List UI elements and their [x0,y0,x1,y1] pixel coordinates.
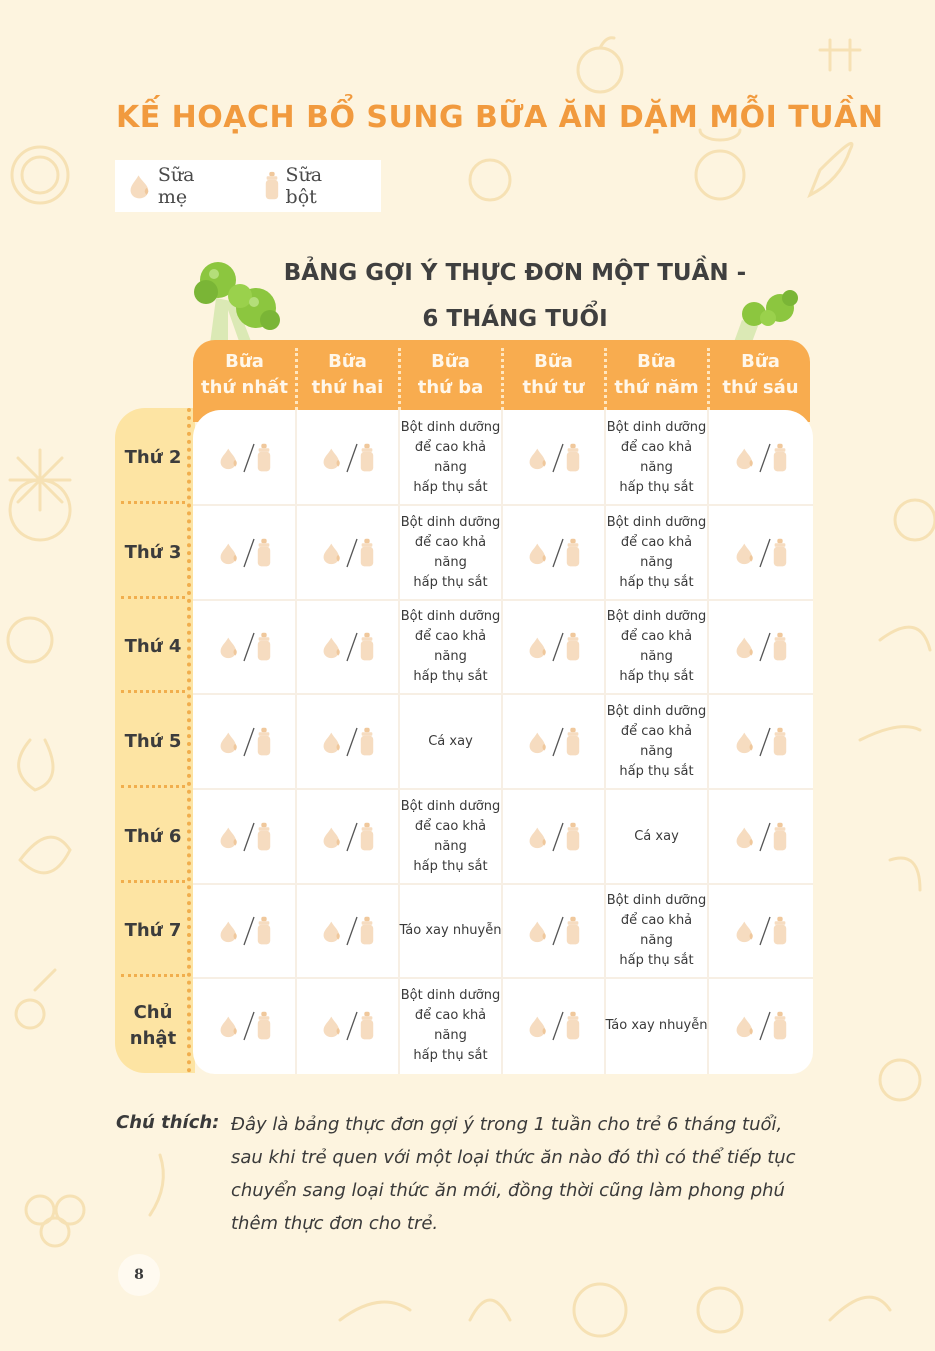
meal-cell-milk [193,884,296,978]
milk-bottle-icon [359,631,375,663]
milk-drop-icon [734,446,758,470]
day-label [115,789,191,884]
milk-choice [321,915,375,947]
meal-text: Bột dinh dưỡng để cao khả năng hấp thụ sắt [400,419,501,495]
column-header-divider [604,348,607,410]
meal-cell-milk [502,505,605,600]
milk-drop-icon [321,825,345,849]
milk-drop-icon [321,730,345,754]
milk-choice [734,631,788,663]
milk-choice [321,442,375,474]
day-label-text: Thứ 7 [124,920,182,941]
meal-text: Táo xay nhuyễn [399,923,502,938]
meal-text: Bột dinh dưỡng để cao khả năng hấp thụ sắt [606,703,707,779]
meal-text: Bột dinh dưỡng để cao khả năng hấp thụ sắt [400,609,501,684]
slash-separator [345,726,359,758]
column-header-divider [707,348,710,410]
column-header-line2: thứ hai [311,377,384,398]
day-label [115,694,191,789]
column-header [193,340,296,410]
broccoli-icon-small [728,290,803,345]
milk-bottle-icon [359,442,375,474]
meal-cell-food [399,410,502,505]
milk-bottle-icon [256,537,272,569]
milk-bottle-icon [359,726,375,758]
meal-cell-milk [296,978,399,1073]
milk-bottle-icon [565,442,581,474]
meal-cell-food [399,600,502,694]
meal-text: Bột dinh dưỡng để cao khả năng hấp thụ sắt [606,609,707,684]
column-header [605,340,708,410]
slash-separator [242,726,256,758]
meal-text: Bột dinh dưỡng để cao khả năng hấp thụ sắt [606,419,707,495]
meal-cell-food [605,410,708,505]
meal-cell-milk [708,600,813,694]
milk-bottle-icon [772,631,788,663]
milk-drop-icon [218,541,242,565]
meal-cell-milk [193,410,296,505]
milk-choice [527,537,581,569]
meal-cell-milk [296,600,399,694]
milk-choice [321,631,375,663]
day-label-text: Thứ 6 [124,825,182,847]
day-label [115,410,191,505]
milk-bottle-icon [565,537,581,569]
milk-choice [218,631,272,663]
milk-choice [218,915,272,947]
milk-choice [321,1010,375,1042]
milk-bottle-icon [256,915,272,947]
milk-drop-icon [321,541,345,565]
milk-bottle-icon [359,1010,375,1042]
meal-cell-food [605,694,708,789]
meal-cell-milk [296,505,399,600]
column-header-line1: Bữa [741,351,780,372]
slash-separator [551,915,565,947]
milk-drop-icon [527,541,551,565]
meal-cell-milk [502,978,605,1073]
milk-choice [734,1010,788,1042]
page-title: KẾ HOẠCH BỔ SUNG BỮA ĂN DẶM MỖI TUẦN [116,100,884,135]
column-header [296,340,399,410]
milk-bottle-icon [772,821,788,853]
slash-separator [242,537,256,569]
column-header-divider [501,348,504,410]
column-header-divider [398,348,401,410]
slash-separator [758,821,772,853]
milk-choice [218,1010,272,1042]
meal-cell-food [399,884,502,978]
meal-text: Bột dinh dưỡng để cao khả năng hấp thụ sắt [606,893,707,968]
milk-drop-icon [734,541,758,565]
column-header-line1: Bữa [534,351,573,372]
milk-drop-icon [218,919,242,943]
meal-cell-milk [502,600,605,694]
slash-separator [758,915,772,947]
milk-drop-icon [527,446,551,470]
meal-text: Táo xay nhuyễn [605,1017,708,1033]
meal-cell-milk [502,789,605,884]
meal-cell-milk [296,694,399,789]
meal-cell-food [399,978,502,1073]
milk-bottle-icon [256,442,272,474]
milk-drop-icon [218,446,242,470]
slash-separator [758,631,772,663]
milk-bottle-icon [359,821,375,853]
day-label [115,978,191,1073]
milk-bottle-icon [565,726,581,758]
milk-choice [527,726,581,758]
legend-formula-label: Sữa bột [285,164,323,208]
legend [115,160,381,212]
milk-drop-icon [218,730,242,754]
milk-choice [321,821,375,853]
meal-cell-milk [708,884,813,978]
meal-text: Cá xay [428,733,473,749]
meal-text: Bột dinh dưỡng để cao khả năng hấp thụ sắt [400,987,501,1063]
milk-choice [321,726,375,758]
milk-choice [734,821,788,853]
meal-cell-food [399,505,502,600]
column-header-line1: Bữa [431,351,470,372]
meal-cell-milk [708,789,813,884]
legend-breast-milk-label: Sữa mẹ [157,164,195,208]
milk-drop-icon [321,919,345,943]
meal-cell-milk [193,978,296,1073]
column-header-line1: Bữa [328,351,367,372]
day-label-text: Thứ 2 [124,446,182,468]
slash-separator [551,726,565,758]
milk-choice [218,537,272,569]
day-label [115,884,191,978]
milk-drop-icon [321,1014,345,1038]
milk-bottle-icon [772,915,788,947]
meal-text: Bột dinh dưỡng để cao khả năng hấp thụ sắt [606,514,707,590]
slash-separator [345,442,359,474]
day-label-text: Thứ 3 [124,541,182,563]
legend-breast-milk [127,164,222,208]
note-text: Đây là bảng thực đơn gợi ý trong 1 tuần cho trẻ 6 tháng tuổi, sau khi trẻ quen với một loại thức ăn nào đó thì có thể tiếp tục chuyển sang loại thức ăn mới, đồng thời cũng làm phong phú thêm thực đơn cho trẻ. [231,1114,796,1234]
milk-choice [734,915,788,947]
column-header-line2: thứ nhất [201,377,288,398]
legend-formula [264,164,351,208]
meal-cell-milk [296,410,399,505]
slash-separator [345,631,359,663]
column-header-line2: thứ năm [614,377,699,398]
milk-choice [218,726,272,758]
milk-choice [218,442,272,474]
column-header [502,340,605,410]
meal-cell-milk [502,694,605,789]
milk-choice [527,821,581,853]
meal-text: Bột dinh dưỡng để cao khả năng hấp thụ sắt [400,798,501,874]
milk-drop-icon [527,635,551,659]
slash-separator [551,537,565,569]
milk-drop-icon [218,635,242,659]
slash-separator [758,726,772,758]
day-label-text: Thứ 5 [124,730,182,752]
meal-cell-milk [708,505,813,600]
slash-separator [242,915,256,947]
meal-cell-milk [708,694,813,789]
slash-separator [551,631,565,663]
milk-choice [218,821,272,853]
milk-choice [321,537,375,569]
meal-cell-food [605,884,708,978]
milk-bottle-icon [565,631,581,663]
day-label [115,505,191,600]
milk-bottle-icon [264,169,280,203]
meal-text: Cá xay [634,828,679,844]
milk-bottle-icon [256,821,272,853]
milk-bottle-icon [256,631,272,663]
day-label [115,600,191,694]
meal-cell-milk [708,978,813,1073]
slash-separator [758,537,772,569]
column-header-line1: Bữa [225,351,264,372]
column-header-line2: thứ sáu [722,377,799,398]
milk-choice [734,442,788,474]
table-title-line1: BẢNG GỢI Ý THỰC ĐƠN MỘT TUẦN - [283,260,747,286]
meal-cell-food [399,694,502,789]
slash-separator [758,1010,772,1042]
milk-choice [527,442,581,474]
milk-bottle-icon [256,726,272,758]
table-title-line2: 6 THÁNG TUỔI [422,306,608,332]
milk-bottle-icon [772,726,788,758]
milk-drop-icon [218,1014,242,1038]
milk-bottle-icon [772,537,788,569]
slash-separator [242,1010,256,1042]
slash-separator [345,821,359,853]
slash-separator [345,1010,359,1042]
meal-cell-food [605,600,708,694]
milk-drop-icon [127,171,152,201]
note-label: Chú thích: [116,1112,220,1133]
milk-drop-icon [734,730,758,754]
milk-bottle-icon [565,1010,581,1042]
milk-choice [734,726,788,758]
milk-bottle-icon [359,537,375,569]
day-label-text: Thứ 4 [124,636,182,657]
meal-cell-food [605,978,708,1073]
meal-cell-milk [502,410,605,505]
page-number: 8 [118,1254,160,1296]
slash-separator [758,442,772,474]
milk-drop-icon [527,1014,551,1038]
column-header-line2: thứ tư [522,377,585,398]
column-header-divider [295,348,298,410]
milk-drop-icon [734,1014,758,1038]
column-header-line1: Bữa [637,351,676,372]
slash-separator [345,915,359,947]
milk-drop-icon [321,446,345,470]
milk-bottle-icon [772,1010,788,1042]
milk-drop-icon [734,635,758,659]
meal-cell-milk [193,789,296,884]
meal-cell-milk [193,505,296,600]
broccoli-icon [188,258,288,348]
milk-drop-icon [734,919,758,943]
milk-drop-icon [527,730,551,754]
milk-drop-icon [218,825,242,849]
meal-cell-milk [708,410,813,505]
milk-choice [527,1010,581,1042]
table-title [240,250,790,342]
meal-cell-food [605,789,708,884]
meal-text: Bột dinh dưỡng để cao khả năng hấp thụ sắt [400,514,501,590]
milk-bottle-icon [565,915,581,947]
slash-separator [551,821,565,853]
column-header [399,340,502,410]
milk-drop-icon [527,825,551,849]
milk-choice [734,537,788,569]
slash-separator [345,537,359,569]
milk-bottle-icon [359,915,375,947]
meal-cell-food [399,789,502,884]
milk-drop-icon [734,825,758,849]
milk-bottle-icon [565,821,581,853]
slash-separator [242,631,256,663]
slash-separator [551,1010,565,1042]
meal-cell-milk [502,884,605,978]
meal-cell-milk [296,884,399,978]
milk-choice [527,631,581,663]
column-header-line2: thứ ba [417,377,484,398]
milk-bottle-icon [256,1010,272,1042]
slash-separator [242,821,256,853]
meal-cell-milk [193,694,296,789]
meal-cell-food [605,505,708,600]
milk-drop-icon [321,635,345,659]
milk-drop-icon [527,919,551,943]
slash-separator [551,442,565,474]
meal-cell-milk [296,789,399,884]
slash-separator [242,442,256,474]
milk-choice [527,915,581,947]
day-label-text: Chủ nhật [129,1001,177,1049]
column-header [708,340,813,410]
meal-cell-milk [193,600,296,694]
milk-bottle-icon [772,442,788,474]
